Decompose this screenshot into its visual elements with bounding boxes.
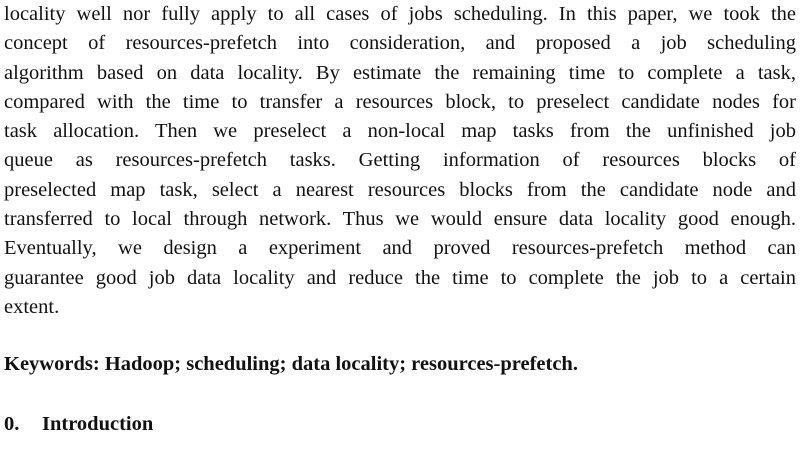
abstract-line: queue as resources-prefetch tasks. Getting information of resources blocks of bbox=[4, 149, 796, 172]
abstract-paragraph bbox=[4, 0, 796, 322]
abstract-line: extent. bbox=[4, 295, 60, 318]
abstract-line: task allocation. Then we preselect a non-local map tasks from the unfinished job bbox=[4, 120, 796, 143]
abstract-line: algorithm based on data locality. By estimate the remaining time to complete a task, bbox=[4, 61, 796, 84]
abstract-line: concept of resources-prefetch into consideration, and proposed a job scheduling bbox=[4, 32, 796, 55]
keywords: Keywords: Hadoop; scheduling; data locality; resources-prefetch. bbox=[4, 353, 578, 375]
section-title: Introduction bbox=[42, 413, 154, 435]
abstract-line: preselected map task, select a nearest resources blocks from the candidate node and bbox=[4, 178, 796, 201]
section-number: 0. bbox=[4, 413, 20, 435]
section-heading bbox=[4, 413, 153, 436]
abstract-line: guarantee good job data locality and reduce the time to complete the job to a certain bbox=[4, 266, 796, 289]
abstract-line: Eventually, we design a experiment and proved resources-prefetch method can bbox=[4, 237, 796, 260]
abstract-line: transferred to local through network. Thus we would ensure data locality good enough. bbox=[4, 208, 796, 231]
abstract-line: compared with the time to transfer a resources block, to preselect candidate nodes for bbox=[4, 90, 796, 113]
abstract-line: locality well nor fully apply to all cases of jobs scheduling. In this paper, we took the bbox=[4, 3, 796, 25]
